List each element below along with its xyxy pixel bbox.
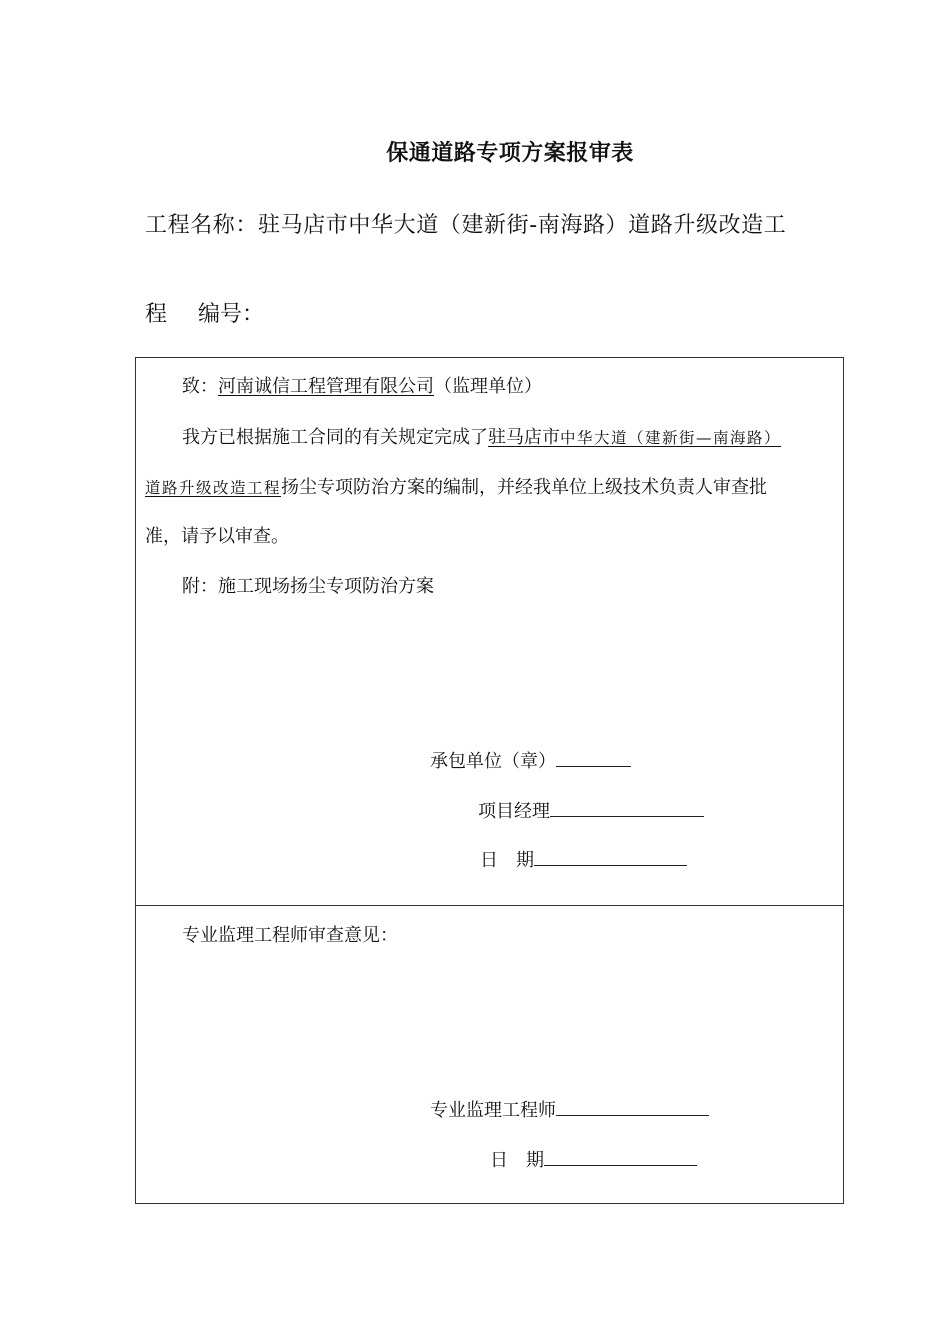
review-date-label: 日 期	[490, 1150, 544, 1171]
project-name-work: 道路升级改造工程	[145, 479, 282, 497]
manager-signature-line	[478, 797, 704, 823]
manager-label: 项目经理	[478, 801, 550, 822]
project-name-line: 工程名称：驻马店市中华大道（建新街-南海路）道路升级改造工	[145, 213, 787, 238]
engineer-label: 专业监理工程师	[430, 1100, 556, 1121]
paragraph-line-2	[145, 473, 767, 499]
project-name-road: 中华大道（建新街—南海路）	[560, 429, 782, 447]
paragraph-prefix: 我方已根据施工合同的有关规定完成了	[182, 427, 488, 448]
project-name-cont: 程	[145, 302, 168, 327]
to-line	[182, 372, 542, 398]
submission-date-line	[480, 846, 687, 872]
manager-blank[interactable]	[550, 799, 704, 817]
contractor-signature-line	[430, 747, 631, 773]
contractor-label: 承包单位（章）	[430, 751, 556, 772]
paragraph-line-1	[182, 423, 781, 449]
submission-date-blank[interactable]	[534, 848, 687, 866]
supervisor-role: （监理单位）	[434, 376, 542, 397]
review-opinion-label: 专业监理工程师审查意见：	[182, 925, 398, 946]
number-label: 编号：	[198, 302, 265, 327]
paragraph-rest: 扬尘专项防治方案的编制，并经我单位上级技术负责人审查批	[281, 477, 768, 498]
project-name-continuation	[145, 297, 264, 328]
section-divider	[135, 905, 844, 906]
supervisor-company: 河南诚信工程管理有限公司	[218, 376, 434, 397]
attachment-line: 附：施工现场扬尘专项防治方案	[182, 576, 434, 597]
paragraph-line-3: 准，请予以审查。	[145, 526, 289, 547]
review-date-line	[490, 1146, 697, 1172]
to-label: 致：	[182, 376, 218, 397]
engineer-signature-line	[430, 1096, 709, 1122]
page-title: 保通道路专项方案报审表	[386, 141, 634, 166]
review-date-blank[interactable]	[544, 1148, 697, 1166]
contractor-blank[interactable]	[556, 749, 631, 767]
engineer-blank[interactable]	[556, 1098, 709, 1116]
project-name-city: 驻马店市	[488, 427, 560, 448]
submission-date-label: 日 期	[480, 850, 534, 871]
